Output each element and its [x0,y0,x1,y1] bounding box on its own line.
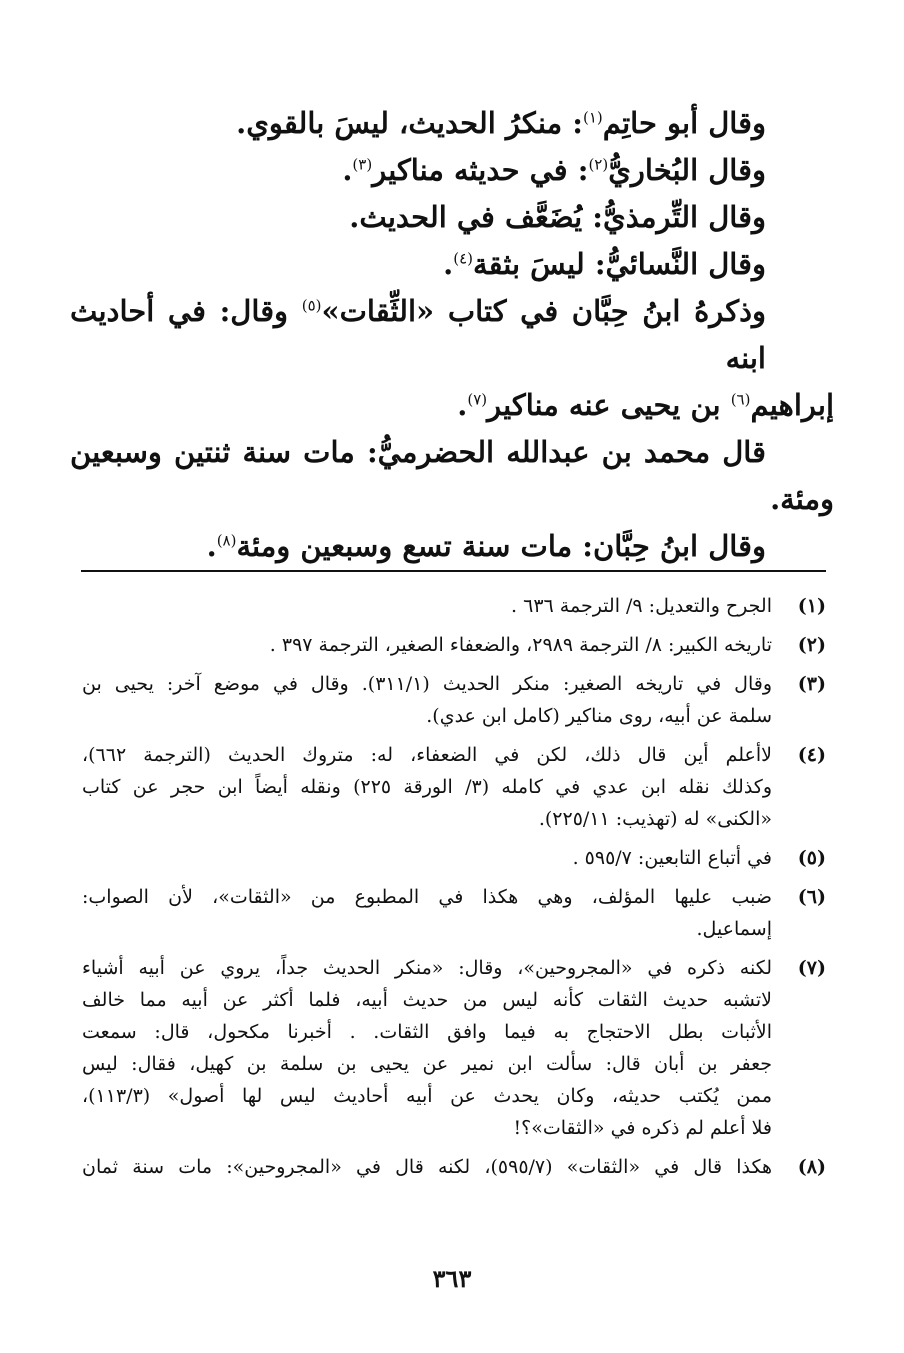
footnote-ref[interactable]: (٦) [730,390,751,409]
main-text [70,100,834,570]
footnote-number: (٧) [797,957,826,979]
footnote-text: هكذا قال في «الثقات» (٥٩٥/٧)، لكنه قال في «المجروحين»: مات سنة ثمان [82,1156,772,1178]
footnote-4 [82,739,826,835]
footnote-ref[interactable]: (٨) [216,531,237,550]
footnote-ref[interactable]: (٥) [301,296,322,315]
footnote-6 [82,881,826,945]
footnote-text: في أتباع التابعين: ٥٩٥/٧ . [572,847,772,869]
main-line-1: وقال أبو حاتِم$^{(١)}$: منكرُ الحديث، ليسَ بالقوي. [236,106,766,140]
main-line-4: وقال النَّسائيُّ: ليسَ بثقة$^{(٤)}$. [443,247,766,281]
footnote-number: (٨) [797,1156,826,1178]
footnote-2 [82,629,826,661]
footnote-number: (٢) [797,634,826,656]
main-line-9: وقال ابنُ حِبَّان: مات سنة تسع وسبعين ومئة$^{(٨)}$. [206,529,766,563]
main-line-8: ومئة. [770,482,834,516]
main-line-6: إبراهيم$^{(٦)}$ بن يحيى عنه مناكير$^{(٧)}$. [457,388,834,422]
footnote-text: تاريخه الكبير: ٨/ الترجمة ٢٩٨٩، والضعفاء الصغير، الترجمة ٣٩٧ . [269,634,772,656]
footnote-ref[interactable]: (٣) [352,155,373,174]
footnote-number: (٥) [797,847,826,869]
main-line-3: وقال التِّرمذيُّ: يُضَعَّف في الحديث. [349,200,766,234]
footnote-text: الجرح والتعديل: ٩/ الترجمة ٦٣٦ . [511,595,772,617]
main-line-5: وذكرهُ ابنُ حِبَّان في كتاب «الثِّقات»$^{(٥)}$ وقال: في أحاديث ابنه [70,294,767,375]
footnote-text: لاأعلم أين قال ذلك، لكن في الضعفاء، له: متروك الحديث (الترجمة ٦٦٢)، وكذلك نقله ابن عدي في كامله (٣/ الورقة ٢٢٥) ونقله أيضاً ابن حجر عن كتاب «الكنى» له (تهذيب: ٢٢٥/١١). [82,744,773,830]
footnote-7 [82,952,826,1144]
footnote-number: (٤) [797,744,826,766]
page-number: ٣٦٣ [432,1264,472,1293]
footnote-number: (٣) [797,673,826,695]
main-line-7: قال محمد بن عبدالله الحضرميُّ: مات سنة ثنتين وسبعين [70,435,766,469]
footnote-1 [82,590,826,622]
footnote-ref[interactable]: (٢) [588,155,609,174]
footnote-number: (١) [797,595,826,617]
footnote-8 [82,1151,826,1183]
footnote-ref[interactable]: (٤) [453,249,474,268]
footnote-ref[interactable]: (١) [583,108,603,127]
footnote-text: ضبب عليها المؤلف، وهي هكذا في المطبوع من «الثقات»، لأن الصواب: إسماعيل. [82,886,772,940]
footnote-divider [81,570,826,572]
footnote-text: لكنه ذكره في «المجروحين»، وقال: «منكر الحديث جداً، يروي عن أبيه أشياء لاتشبه حديث الثقات كأنه ليس من حديث أبيه، فلما أكثر عن أبيه مما خالف الأثبات بطل الاحتجاج به فيما وافق الثقات. . أخبرنا مكحول، قال: سمعت جعفر بن أبان قال: سألت ابن نمير عن يحيى بن سلمة بن كهيل، فقال: ليس ممن يُكتب حديثه، وكان يحدث عن أبيه أحاديث ليس لها أصول» (١١٣/٣)، فلا أعلم لم ذكره في «الثقات»؟! [82,957,772,1139]
footnote-number: (٦) [797,886,826,908]
footnote-3 [82,668,826,732]
footnote-ref[interactable]: (٧) [467,390,488,409]
main-line-2: وقال البُخاريُّ$^{(٢)}$: في حديثه مناكير$^{(٣)}$. [342,153,766,187]
footnote-text: وقال في تاريخه الصغير: منكر الحديث (٣١١/١). وقال في موضع آخر: يحيى بن سلمة عن أبيه، روى مناكير (كامل ابن عدي). [82,673,772,727]
footnotes [82,590,826,1190]
footnote-5 [82,842,826,874]
